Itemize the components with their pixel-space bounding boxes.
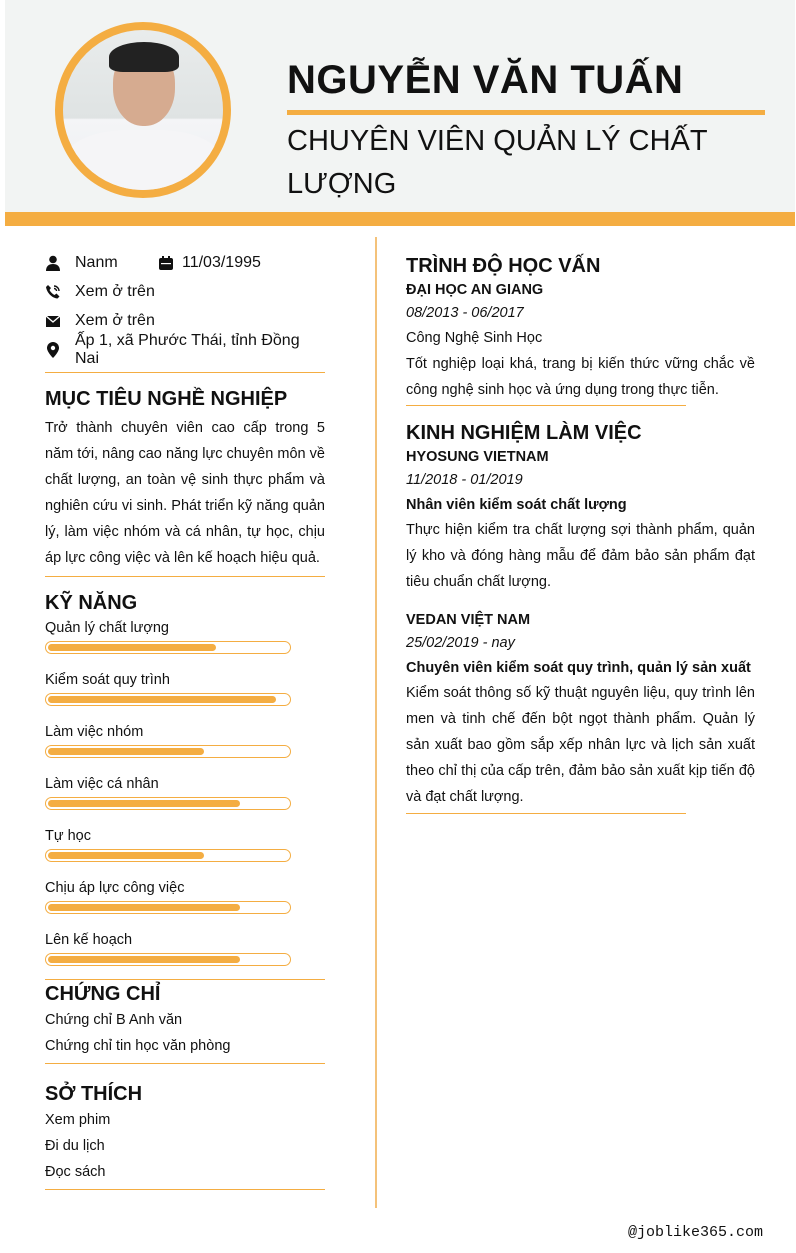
certificates-section: [45, 981, 325, 1064]
education-section: [406, 253, 755, 406]
skill-level-bar: [45, 901, 291, 914]
skill-item: [45, 878, 325, 914]
experience-section: [406, 420, 755, 814]
skill-level-fill: [48, 696, 276, 703]
objective-text: Trở thành chuyên viên cao cấp trong 5 năm tới, nâng cao năng lực chuyên môn về chất lượng, an toàn vệ sinh thực phẩm và nghiên cứu vi sinh. Phát triển kỹ năng quản lý, làm việc nhóm và cá nhân, tự học, chịu áp lực công việc và lên kế hoạch hiệu quả.: [45, 420, 325, 566]
education-heading: TRÌNH ĐỘ HỌC VẤN: [406, 255, 601, 277]
user-icon: [45, 255, 61, 271]
job-entry: [406, 446, 755, 595]
job-role: Nhân viên kiểm soát chất lượng: [406, 497, 627, 513]
education-major: Công Nghệ Sinh Học: [406, 330, 543, 346]
company-name: HYOSUNG VIETNAM: [406, 449, 549, 465]
skill-level-fill: [48, 644, 216, 651]
header-accent-band: [5, 212, 795, 226]
skill-level-bar: [45, 953, 291, 966]
skill-label: Tự học: [45, 828, 91, 844]
hobby-item: Đọc sách: [45, 1164, 106, 1180]
email: Xem ở trên: [75, 311, 155, 329]
job-period: 11/2018 - 01/2019: [406, 472, 523, 488]
name-underline: [287, 110, 765, 115]
profile-photo: [55, 22, 231, 198]
calendar-icon: [158, 255, 174, 271]
hobbies-heading: SỞ THÍCH: [45, 1083, 143, 1105]
phone: Xem ở trên: [75, 282, 155, 300]
objective-section: [45, 386, 325, 577]
company-name: VEDAN VIỆT NAM: [406, 612, 531, 628]
objective-heading: MỤC TIÊU NGHỀ NGHIỆP: [45, 388, 288, 410]
divider: [406, 813, 686, 814]
skill-level-fill: [48, 800, 240, 807]
divider: [45, 1189, 325, 1190]
skill-label: Làm việc nhóm: [45, 724, 144, 740]
divider: [45, 1063, 325, 1064]
certificate-item: Chứng chỉ B Anh văn: [45, 1012, 183, 1028]
job-entry: [406, 609, 755, 810]
skills-heading: KỸ NĂNG: [45, 592, 138, 614]
hobby-item: Xem phim: [45, 1112, 111, 1128]
skill-item: [45, 722, 325, 758]
skill-level-bar: [45, 641, 291, 654]
birthday: 11/03/1995: [182, 253, 261, 271]
skill-item: [45, 774, 325, 810]
column-divider: [375, 237, 377, 1208]
gender: Nanm: [75, 253, 118, 271]
divider: [45, 372, 325, 373]
skill-level-fill: [48, 852, 204, 859]
watermark: @joblike365.com: [627, 1224, 763, 1241]
skill-item: [45, 670, 325, 706]
job-role: Chuyên viên kiểm soát quy trình, quản lý sản xuất: [406, 660, 751, 676]
skill-level-bar: [45, 849, 291, 862]
divider: [45, 979, 325, 980]
address: Ấp 1, xã Phước Thái, tỉnh Đồng Nai: [75, 331, 300, 367]
experience-heading: KINH NGHIỆM LÀM VIỆC: [406, 422, 642, 444]
hobby-item: Đi du lịch: [45, 1138, 105, 1154]
location-icon: [45, 342, 61, 358]
skill-level-bar: [45, 693, 291, 706]
job-title: CHUYÊN VIÊN QUẢN LÝ CHẤT LƯỢNG: [287, 125, 708, 200]
skill-item: [45, 826, 325, 862]
skill-level-fill: [48, 956, 240, 963]
hobbies-section: [45, 1081, 325, 1190]
email-icon: [45, 313, 61, 329]
certificate-item: Chứng chỉ tin học văn phòng: [45, 1038, 231, 1054]
job-period: 25/02/2019 - nay: [406, 635, 515, 651]
skill-label: Lên kế hoạch: [45, 932, 133, 948]
school-name: ĐẠI HỌC AN GIANG: [406, 282, 544, 298]
phone-icon: [45, 284, 61, 300]
skill-label: Làm việc cá nhân: [45, 776, 159, 792]
skill-level-fill: [48, 748, 204, 755]
skill-label: Chịu áp lực công việc: [45, 880, 185, 896]
skill-item: [45, 930, 325, 966]
certificates-heading: CHỨNG CHỈ: [45, 983, 161, 1005]
skill-label: Quản lý chất lượng: [45, 620, 170, 636]
education-period: 08/2013 - 06/2017: [406, 305, 524, 321]
skill-level-bar: [45, 797, 291, 810]
job-description: Thực hiện kiểm tra chất lượng sợi thành phẩm, quản lý kho và đóng hàng mẫu để đảm bảo sản phẩm đạt tiêu chuẩn chất lượng.: [406, 522, 755, 590]
skill-item: [45, 618, 325, 654]
education-description: Tốt nghiệp loại khá, trang bị kiến thức vững chắc về công nghệ sinh học và ứng dụng trong thực tiễn.: [406, 356, 755, 398]
divider: [406, 405, 686, 406]
job-description: Kiểm soát thông số kỹ thuật nguyên liệu, quy trình lên men và tinh chế đến bột ngọt thành phẩm. Quản lý sản xuất bao gồm sắp xếp nhân lực và lịch sản xuất theo chỉ thị của cấp trên, đảm bảo sản xuất kịp tiến độ và đạt chất lượng.: [406, 685, 755, 805]
skill-level-bar: [45, 745, 291, 758]
skill-label: Kiểm soát quy trình: [45, 672, 170, 688]
skills-section: [45, 590, 325, 980]
personal-info: [45, 248, 325, 373]
candidate-name: NGUYỄN VĂN TUẤN: [287, 58, 684, 102]
skill-level-fill: [48, 904, 240, 911]
divider: [45, 576, 325, 577]
